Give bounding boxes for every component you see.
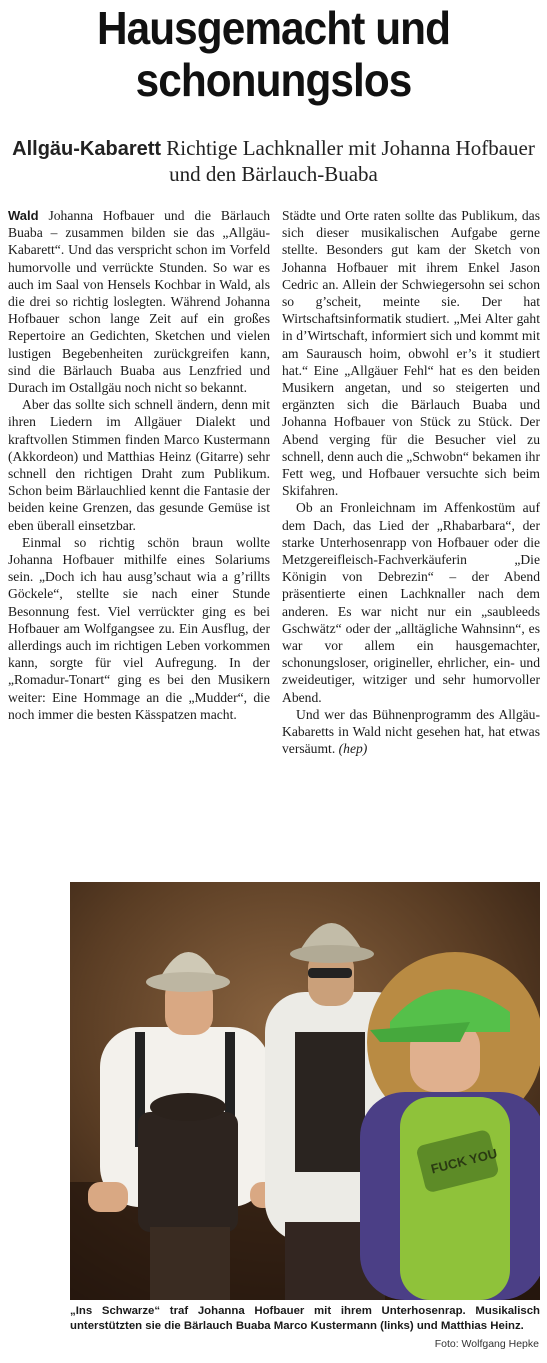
shirt-print: FUCK YOU — [429, 1145, 499, 1177]
performer-woman — [360, 952, 540, 1300]
subheadline-kicker: Allgäu-Kabarett — [12, 138, 162, 160]
photo-credit: Foto: Wolfgang Hepke — [434, 1338, 539, 1350]
headline — [22, 2, 525, 106]
article-paragraph — [282, 706, 540, 758]
author-initials: (hep) — [338, 741, 368, 757]
article-column-left — [8, 207, 270, 723]
article-paragraph: Einmal so richtig schön braun wollte Johanna Hofbauer mithilfe eines Solariums sein. „Doch ich hau ausg’schaut wia a g’rillts Göckele“, stellte sie nach einer Stunde Besonnung fest. Viel verrückter ging es bei Hofbauer am Wolfgangsee zu. Ein Ausflug, der allerdings auch im richtigen Leben vorkommen kann, sorgte für viel Aufregung. In der „Romadur-Tonart“ ging es bei den Musikern weiter: Eine Hommage an die „Mudder“, die noch immer die besten Kässpatzen macht. — [8, 534, 270, 722]
article-paragraph: Städte und Orte raten sollte das Publikum, das sich dieser musikalischen Aufgabe gerne stellte. Besonders gut kam der Sketch von Johanna Hofbauer mit ihrem Enkel Jason Cedric an. Allein der Schwiegersohn sei schon so g’scheit, meinte sie. Der hat Wirtschaftsinformatik studiert. „Mei Alter gaht in d’Wirtschaft, informiert sich und kommt mit am Saurausch hoim, obwohl er’s it studiert hat.“ Eine „Allgäuer Fehl“ hat es den beiden Musikern angetan, und so steigerten und ergänzten sich die Bärlauch Buaba und Johanna Hofbauer von Stück zu Stück. Der Abend verging für die Besucher viel zu schnell, denn auch die „Schwobn“ bekamen ihr Fett weg, und Hofbauer versuchte sich beim Skifahren. — [282, 208, 540, 499]
subheadline-text: Richtige Lachknaller mit Johanna Hofbauer und den Bärlauch-Buaba — [161, 136, 535, 186]
subheadline — [0, 136, 547, 187]
photo-caption: „Ins Schwarze“ traf Johanna Hofbauer mit ihrem Unterhosenrap. Musikalisch unterstützten sie die Bärlauch Buaba Marco Kustermann (links) und Matthias Heinz. — [70, 1305, 540, 1332]
dateline: Wald — [8, 208, 39, 223]
paragraph-text: Und wer das Bühnenprogramm des Allgäu-Kabaretts in Wald nicht gesehen hat, hat etwas versäumt. — [282, 706, 540, 757]
article-paragraph — [8, 207, 270, 396]
headline-line-1: Hausgemacht und — [96, 2, 451, 54]
article-paragraph: Aber das sollte sich schnell ändern, denn mit ihren Liedern im Allgäuer Dialekt und kraftvollen Stimmen finden Marco Kustermann (Akkordeon) und Matthias Heinz (Gitarre) sehr schnell den richtigen Draht zum Publikum. Schon beim Bärlauchlied kennt die Fantasie der beiden keine Grenzen, das gesunde Gemüse ist eben überall einsetzbar. — [8, 397, 270, 533]
stage-photo-illustration — [70, 882, 540, 1300]
paragraph-text: Johanna Hofbauer und die Bärlauch Buaba – zusammen bilden sie das „Allgäu-Kabarett“. Und das verspricht schon im Vorfeld humorvolle und verrückte Stunden. So war es auch im Saal von Hensels Kochbar in Wald, als die drei so richtig loslegten. Während Johanna Hofbauer schon lange Zeit auf ein großes Repertoire an Gedichten, Sketchen und vielen lustigen Begebenheiten zurückgreifen kann, sind die Bärlauch Buaba aus Lenzfried und Durach im Ostallgäu noch nicht so bekannt. — [8, 208, 270, 396]
headline-line-2: schonungslos — [135, 54, 412, 106]
article-photo — [70, 882, 540, 1300]
article-paragraph: Ob an Fronleichnam im Affenkostüm auf dem Dach, das Lied der „Rhabarbara“, der starke Unterhosenrapp von Hofbauer oder die Metzgereifleisch-Fachverkäuferin „Die Königin von Debrezin“ – der Abend präsentierte einen Lachknaller nach dem anderen. Es war nicht nur ein „saubleeds Gschwätz“ oder der „alltägliche Wahnsinn“, es war vor allem ein hausgemachter, schonungsloser, origineller, ehrlicher, ein- und zweideutiger, witziger und sehr humorvoller Abend. — [282, 500, 540, 705]
article-column-right — [282, 207, 540, 758]
